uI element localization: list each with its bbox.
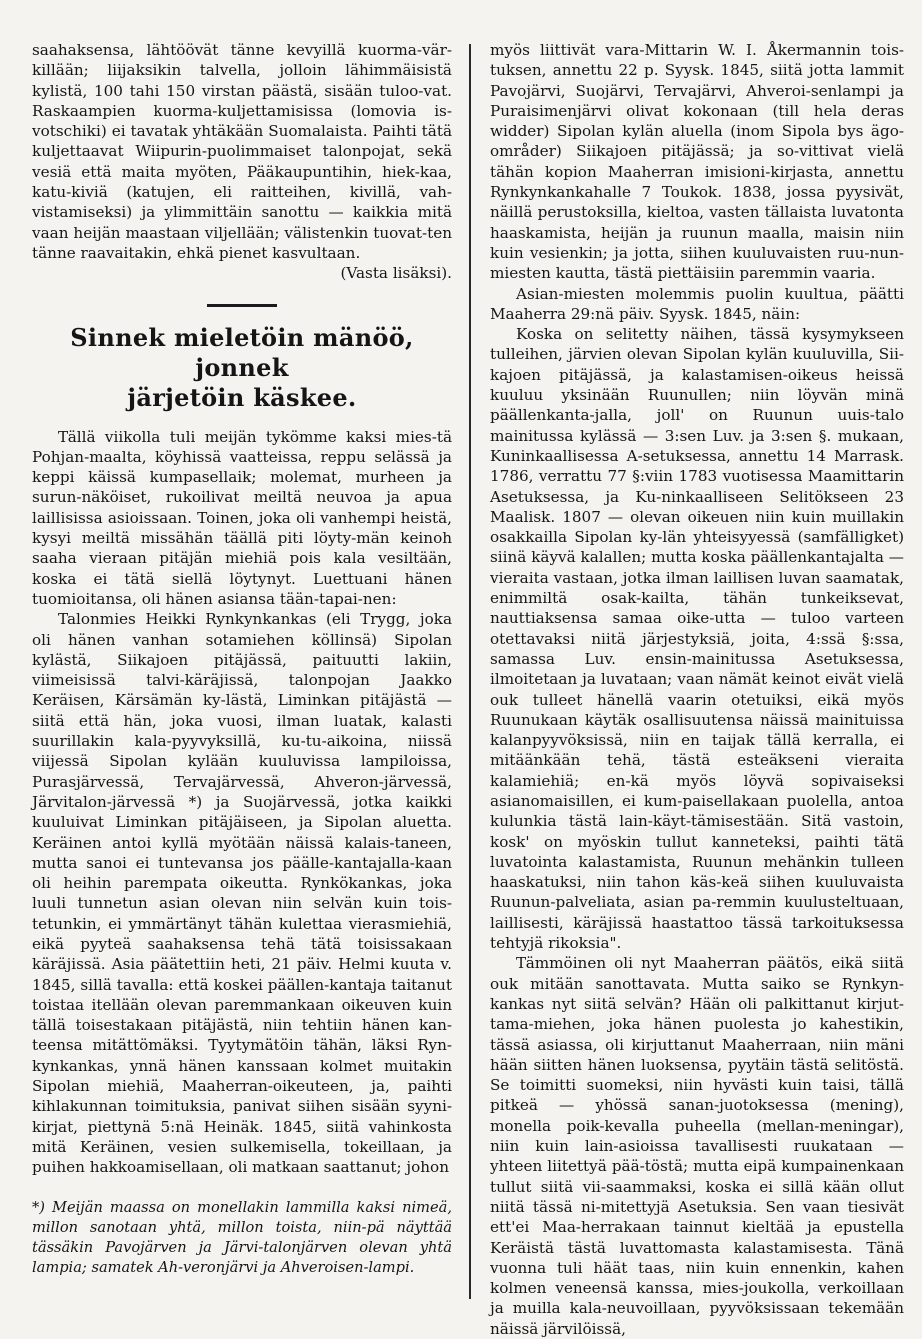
right-paragraph-2: Asian-miesten molemmis puolin kuultua, päätti Maaherra 29:nä päiv. Syysk. 1845, näin: <box>490 284 904 323</box>
right-paragraph-3: Koska on selitetty näihen, tässä kysymykseen tulleihen, järvien olevan Sipolan kylän kuuluvilla, Sii-kajoen pitäjässä, ja kalastamisen-oikeus heissä kuuluu yksinään Ruunullen; niin löyvän minä päällenkanta-jalla, joll' on Ruunun uuis-talo mainitussa kylässä — 3:sen Luv. ja 3:sen §. mukaan, Kuninkaallisessa A-setuksessa, annettu 14 Marrask. 1786, verrattu 77 §:viin 1783 vuotisessa Maamittarin Asetuksessa, ja Ku-ninkaalliseen Selitökseen 23 Maalisk. 1807 — olevan oikeuen niin kuin muillakin osakkailla Sipolan ky-län yhteisyyessä (samfälligket) siinä käyvä kalallen; mutta koska päällenkantajalta — vieraita vastaan, jotka ilman laillisen luvan saamatak, enimmiltä osak-kailta, tähän tunkeiksevat, nauttiaksensa samaa oike-utta — tuloo varteen otettavaksi niitä järjestyksiä, joita, 4:ssä §:ssa, samassa Luv. ensin-mainitussa Asetuksessa, ilmoitetaan ja luvataan; vaan nämät keinot eivät vielä ouk tulleet hänellä vaarin otetuiksi, eikä myös Ruunukaan käytäk osallisuutensa näissä mainituissa kalanpyyvöksissä, niin en taijak tällä kerralla, ei mitäänkään tehä, tästä esteäkseni vieraita kalamiehiä; en-kä myös löyvä sopivaiseksi asianomaisillen, ei kum-paisellakaan puolella, antoa kulunkia tästä lain-käyt-tämisestään. Sitä vastoin, kosk' on myöskin tullut kanneteksi, paihti tätä luvatointa kalastamista, Ruunun mehänkin tulleen haaskatuksi, niin tahon käs-keä siihen kuuluvaista Ruunun-palveliata, asian pa-remmin kuulusteltuaan, laillisesti, käräjissä haastattoo tässä tarkoituksessa tehtyjä rikoksia". <box>490 325 904 953</box>
footnote: *) Meijän maassa on monellakin lammilla kaksi nimeä, millon sanotaan yhtä, millon toista, niin-pä näyttää tässäkin Pavojärven ja Järvi-talonjärven olevan yhtä lampia; samatek Ah-veronjärvi ja Ahveroisen-lampi. <box>32 1198 452 1277</box>
right-column <box>490 40 904 1339</box>
continuation-note: (Vasta lisäksi). <box>340 264 452 283</box>
article-headline-line2: järjetöin käskee. <box>127 382 357 412</box>
article-paragraph-1: Tällä viikolla tuli meijän tykömme kaksi mies-tä Pohjan-maalta, köyhissä vaatteissa, reppu selässä ja keppi käissä kumpasellaik; molemat, murheen ja surun-näköiset, rukoilivat meiltä neuvoa ja apua laillisissa asioissaan. Toinen, joka oli vanhempi heistä, kysyi meiltä missähän täällä piti löyty-män keinoh saaha vieraan pitäjän miehiä pois kala vesiltään, koska ei tätä siellä löytynyt. Luettuani hänen tuomioitansa, oli hänen asiansa tään-tapai-nen: <box>32 427 452 608</box>
right-paragraph-1: myös liittivät vara-Mittarin W. I. Åkermannin tois-tuksen, annettu 22 p. Syysk. 1845, siitä jotta lammit Pavojärvi, Suojärvi, Tervajärvi, Ahveroi-senlampi ja Puraisimenjärvi olivat kokonaan (till hela deras widder) Sipolan kylän aluella (inom Sipola bys ägo-områder) Siikajoen pitäjässä; ja so-vittivat vielä tähän kopion Maaherran imisioni-kirjasta, annettu Rynkynkankahalle 7 Toukok. 1838, jossa pyysivät, näillä perustoksilla, kieltoa, vasten tällaista luvatonta haaskamista, heijän ja ruunun maalla, maisin niin kuin vesienkin; ja jotta, siihen kuuluvaisten ruu-nun-miesten kautta, tästä piettäisiin paremmin vaaria. <box>490 41 904 283</box>
left-column <box>32 40 452 1293</box>
article-continuation: saahaksensa, lähtöövät tänne kevyillä kuorma-vär-killään; liijaksikin talvella, jolloin lähimmäisistä kylistä, 100 tahi 150 virstan päästä, sisään tuloo-vat. Raskaampien kuorma-kuljettamisissa (lomovia is-votschiki) ei tavatak yhtäkään Suomalaista. Paihti tätä kuljettaavat Wiipurin-puolimmaiset talonpojat, sekä vesiä että maita myöten, Pääkaupuntihin, hiek-kaa, katu-kiviä (katujen, eli raitteihen, kivillä, vah-vistamiseksi) ja ylimmittäin sanottu — kaikkia mitä vaan heijän maastaan viljellään; välistenkin tuovat-ten tänne raavaitakin, ehkä pienet kasvultaan. <box>32 41 452 262</box>
section-separator <box>207 304 277 307</box>
article-headline-line1: Sinnek mieletöin mänöö, jonnek <box>70 322 414 382</box>
column-divider <box>469 44 471 1299</box>
article-paragraph-2: Talonmies Heikki Rynkynkankas (eli Trygg, joka oli hänen vanhan sotamiehen köllinsä) Sipolan kylästä, Siikajoen pitäjässä, paituutti lakiin, viimeisissä talvi-käräjissä, talonpojan Jaakko Keräisen, Kärsämän ky-lästä, Liminkan pitäjästä — siitä että hän, joka vuosi, ilman luatak, kalasti suurillakin kala-pyyvyksillä, ku-tu-aikoina, niissä viijessä Sipolan kylään kuuluvissa lampiloissa, Purasjärvessä, Tervajärvessä, Ahveron-järvessä, Järvitalon-järvessä *) ja Suojärvessä, jotka kaikki kuuluivat Liminkan pitäjäiseen, ja Sipolan aluetta. Keräinen antoi kyllä myötään näissä kalais-taneen, mutta sanoi ei tuntevansa jos päälle-kantajalla-kaan oli heihin parempata oikeutta. Rynkökankas, joka luuli tunnetun asian olevan niin selvän kuin tois-tetunkin, ei ymmärtänyt tähän kulettaa vierasmiehiä, eikä pyyteä saahaksensa tehä tätä toisissakaan käräjissä. Asia päätettiin heti, 21 päiv. Helmi kuuta v. 1845, sillä tavalla: että koskei päällen-kantaja taitanut toistaa itellään olevan paremmankaan oikeuven kuin tällä toisestakaan pitäjästä, niin tehtiin hänen kan-teensa mitättömäksi. Tyytymätöin tähän, läksi Ryn-kynkankas, ynnä hänen kanssaan kolmet muitakin Sipolan miehiä, Maaherran-oikeuteen, ja, paihti kihlakunnan toimituksia, panivat siihen sisään syyni-kirjat, piettynä 5:nä Heinäk. 1845, siitä vahinkosta mitä Keräinen, vesien sulkemisella, tokeillaan, ja puihen hakkoamisellaan, oli matkaan saattanut; johon <box>32 610 452 1177</box>
right-paragraph-4: Tämmöinen oli nyt Maaherran päätös, eikä siitä ouk mitään sanottavata. Mutta saiko se Rynkyn-kankas nyt siitä selvän? Hään oli palkittanut kirjut-tama-miehen, joka hänen puolesta jo kahestikin, tässä asiassa, oli kirjuttanut Maaherraan, niin mäni hään siitten hänen luoksensa, pyytäin tästä selitöstä. Se toimitti suomeksi, niin hyvästi kuin taisi, tällä pitkeä — yhössä sanan-juotoksessa (mening), monella poik-kevalla puheella (mellan-meningar), niin kuin lain-asioissa tavallisesti ruukataan — yhteen liitettyä pää-töstä; mutta eipä kumpainenkaan tullut siitä vii-saammaksi, koska ei sillä kään ollut niitä tässä ni-mitettyjä Asetuksia. Sen vaan tiesivät ett'ei Maa-herrakaan tainnut kieltää ja epustella Keräistä tästä luvattomasta kalastamisesta. Tänä vuonna tuli häät taas, niin kuin ennenkin, kahen kolmen veneensä kanssa, mies-joukolla, verkoillaan ja muilla kala-neuvoillaan, pyyvöksissaan tekemään näissä järvilöissä, <box>490 954 904 1338</box>
